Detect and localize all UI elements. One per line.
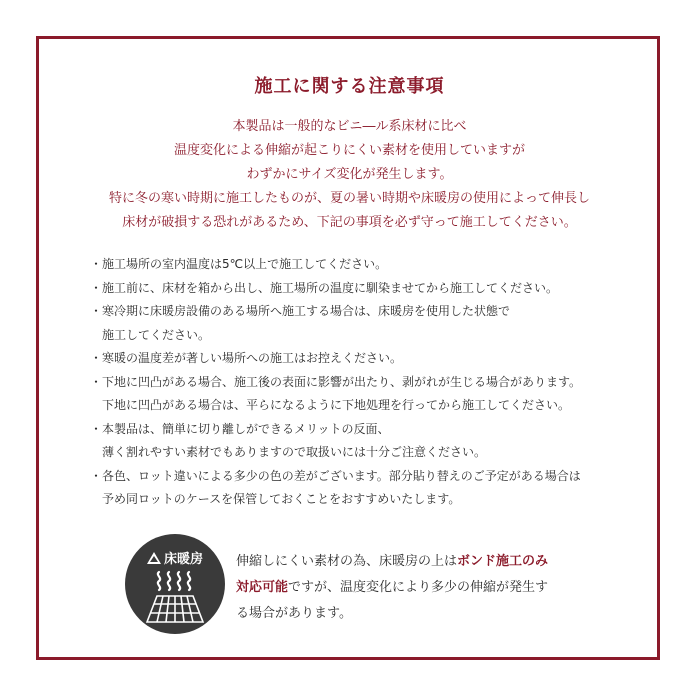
notice-line	[236, 575, 548, 601]
note-item-continued: 予め同ロットのケースを保管しておくことをおすすめいたします。	[102, 492, 461, 506]
intro-text	[0, 115, 699, 235]
notice-line: る場合があります。	[236, 606, 352, 621]
floor-heating-badge	[125, 534, 225, 634]
note-item: ・施工前に、床材を箱から出し、施工場所の温度に馴染ませてから施工してください。	[90, 280, 559, 295]
intro-line: 本製品は一般的なビニ―ル系床材に比べ	[232, 119, 467, 134]
note-item: ・寒冷期に床暖房設備のある場所へ施工する場合は、床暖房を使用した状態で	[90, 304, 511, 318]
intro-line: 温度変化による伸縮が起こりにくい素材を使用していますが	[173, 143, 525, 158]
notice-text: 伸縮しにくい素材の為、床暖房の上は	[236, 554, 458, 569]
intro-line: 床材が破損する恐れがあるため、下記の事項を必ず守って施工してください。	[122, 215, 577, 230]
notice-line	[236, 549, 548, 575]
note-item: ・下地に凹凸がある場合、施工後の表面に影響が出たり、剥がれが生じる場合があります。	[90, 374, 582, 389]
warning-triangle-icon	[147, 552, 161, 564]
intro-line: 特に冬の寒い時期に施工したものが、夏の暑い時期や床暖房の使用によって伸長し	[108, 191, 590, 206]
page-title: 施工に関する注意事項	[254, 76, 445, 97]
badge-label	[125, 548, 225, 567]
floor-heating-notice	[236, 549, 548, 627]
badge-label-text: 床暖房	[163, 552, 203, 567]
note-item-continued: 施工してください。	[102, 327, 211, 342]
note-item: ・寒暖の温度差が著しい場所への施工はお控えください。	[90, 351, 403, 365]
note-item-continued: 薄く割れやすい素材でもありますので取扱いには十分ご注意ください。	[102, 445, 487, 459]
notice-text: ですが、温度変化により多少の伸縮が発生す	[288, 580, 549, 595]
note-item: ・施工場所の室内温度は5℃以上で施工してください。	[90, 257, 388, 271]
notice-emphasis: ボンド施工のみ	[457, 554, 549, 569]
note-item: ・各色、ロット違いによる多少の色の差がございます。部分貼り替えのご予定がある場合は	[90, 468, 581, 483]
intro-line: わずかにサイズ変化が発生します。	[246, 167, 453, 182]
notice-emphasis: 対応可能	[236, 580, 289, 595]
note-item-continued: 下地に凹凸がある場合は、平らになるように下地処理を行ってから施工してください。	[102, 398, 571, 412]
floor-heating-icon	[143, 570, 207, 626]
note-item: ・本製品は、簡単に切り離しができるメリットの反面、	[90, 421, 390, 436]
notes-list	[90, 253, 650, 512]
